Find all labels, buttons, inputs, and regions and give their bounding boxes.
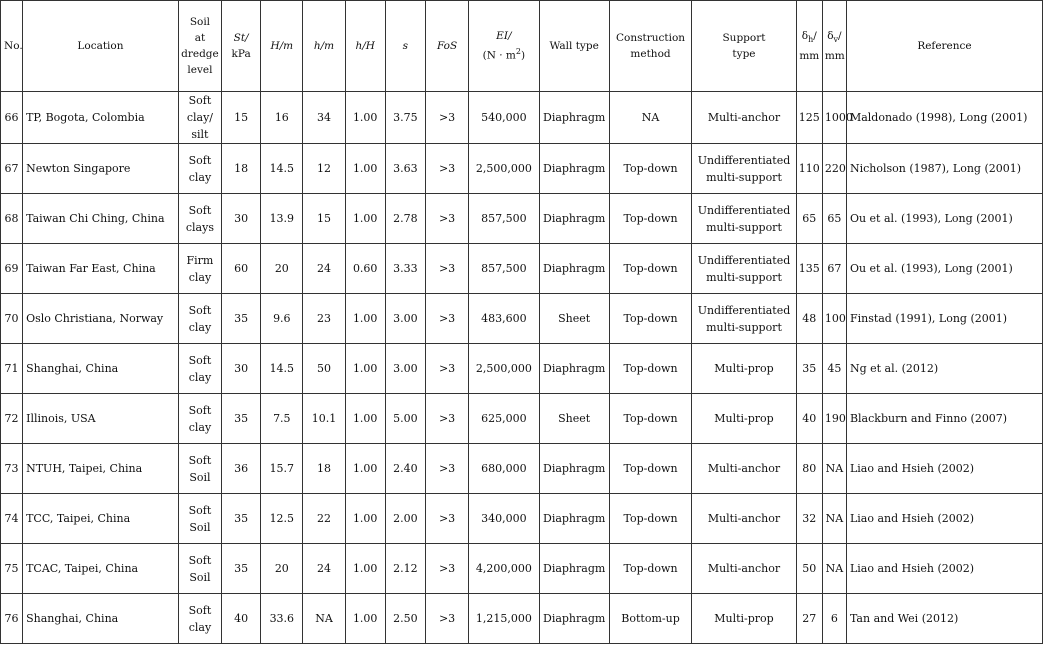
cell-location: Taiwan Far East, China: [23, 244, 179, 294]
cell-reference: Liao and Hsieh (2002): [846, 494, 1042, 544]
cell-no: 69: [1, 244, 23, 294]
cell-st: 40: [222, 594, 261, 644]
cell-st: 35: [222, 494, 261, 544]
cell-soil: Firm clay: [178, 244, 221, 294]
cell-delta-h: 80: [796, 444, 822, 494]
cell-no: 71: [1, 344, 23, 394]
cell-fos: >3: [425, 594, 468, 644]
table-row: [1, 92, 1043, 144]
cell-construction-method: Bottom-up: [609, 594, 691, 644]
cell-soil: Soft clay: [178, 344, 221, 394]
cell-soil: Soft clay: [178, 394, 221, 444]
cell-soil: Soft Soil: [178, 544, 221, 594]
cell-st: 60: [222, 244, 261, 294]
cell-construction-method: Top-down: [609, 344, 691, 394]
cell-h: 18: [303, 444, 345, 494]
cell-location: Shanghai, China: [23, 594, 179, 644]
cell-reference: Ng et al. (2012): [846, 344, 1042, 394]
header-reference: Reference: [846, 1, 1042, 92]
cell-hH: 1.00: [345, 394, 385, 444]
cell-st: 35: [222, 544, 261, 594]
cell-fos: >3: [425, 294, 468, 344]
cell-s: 2.50: [385, 594, 425, 644]
cell-delta-h: 27: [796, 594, 822, 644]
cell-delta-h: 35: [796, 344, 822, 394]
cell-H: 20: [261, 544, 303, 594]
cell-ei: 4,200,000: [469, 544, 539, 594]
cell-H: 12.5: [261, 494, 303, 544]
cell-delta-v: 220: [822, 144, 846, 194]
table-header-row: [1, 1, 1043, 92]
cell-s: 3.00: [385, 294, 425, 344]
cell-wall-type: Diaphragm: [539, 344, 609, 394]
cell-support-type: Undifferentiated multi-support: [692, 194, 797, 244]
cell-ei: 540,000: [469, 92, 539, 144]
cell-reference: Finstad (1991), Long (2001): [846, 294, 1042, 344]
cell-wall-type: Diaphragm: [539, 144, 609, 194]
cell-delta-h: 135: [796, 244, 822, 294]
cell-reference: Nicholson (1987), Long (2001): [846, 144, 1042, 194]
cell-hH: 0.60: [345, 244, 385, 294]
cell-hH: 1.00: [345, 544, 385, 594]
cell-hH: 1.00: [345, 594, 385, 644]
cell-h: 24: [303, 244, 345, 294]
cell-soil: Soft Soil: [178, 494, 221, 544]
cell-fos: >3: [425, 244, 468, 294]
header-location: Location: [23, 1, 179, 92]
cell-s: 2.12: [385, 544, 425, 594]
cell-location: Oslo Christiana, Norway: [23, 294, 179, 344]
cell-delta-v: 67: [822, 244, 846, 294]
table-row: [1, 344, 1043, 394]
cell-construction-method: NA: [609, 92, 691, 144]
cell-construction-method: Top-down: [609, 244, 691, 294]
cell-s: 3.75: [385, 92, 425, 144]
cell-st: 30: [222, 344, 261, 394]
header-no: No.: [1, 1, 23, 92]
cell-hH: 1.00: [345, 92, 385, 144]
cell-H: 15.7: [261, 444, 303, 494]
cell-fos: >3: [425, 144, 468, 194]
cell-no: 75: [1, 544, 23, 594]
cell-H: 20: [261, 244, 303, 294]
cell-support-type: Multi-anchor: [692, 544, 797, 594]
cell-hH: 1.00: [345, 444, 385, 494]
table-row: [1, 594, 1043, 644]
cell-support-type: Multi-anchor: [692, 92, 797, 144]
cell-wall-type: Diaphragm: [539, 594, 609, 644]
cell-H: 14.5: [261, 344, 303, 394]
cell-ei: 857,500: [469, 244, 539, 294]
cell-reference: Tan and Wei (2012): [846, 594, 1042, 644]
cell-st: 36: [222, 444, 261, 494]
cell-st: 30: [222, 194, 261, 244]
table-row: [1, 444, 1043, 494]
cell-delta-v: NA: [822, 444, 846, 494]
cell-support-type: Multi-anchor: [692, 444, 797, 494]
header-ei: EI/ $(N \cdot m^2)$: [469, 1, 539, 92]
header-delta-h: $\delta_h/$ mm: [796, 1, 822, 92]
cell-delta-h: 50: [796, 544, 822, 594]
cell-construction-method: Top-down: [609, 294, 691, 344]
cell-soil: Soft clay: [178, 294, 221, 344]
cell-H: 16: [261, 92, 303, 144]
header-construction-method: Construction method: [609, 1, 691, 92]
cell-s: 3.33: [385, 244, 425, 294]
header-h: h/m: [303, 1, 345, 92]
cell-location: TCAC, Taipei, China: [23, 544, 179, 594]
cell-wall-type: Diaphragm: [539, 244, 609, 294]
cell-no: 66: [1, 92, 23, 144]
cell-ei: 2,500,000: [469, 144, 539, 194]
cell-wall-type: Sheet: [539, 394, 609, 444]
cell-delta-v: 6: [822, 594, 846, 644]
cell-soil: Soft clay: [178, 594, 221, 644]
cell-reference: Liao and Hsieh (2002): [846, 544, 1042, 594]
cell-wall-type: Diaphragm: [539, 444, 609, 494]
table-row: [1, 194, 1043, 244]
cell-no: 67: [1, 144, 23, 194]
header-hH: h/H: [345, 1, 385, 92]
cell-wall-type: Diaphragm: [539, 194, 609, 244]
cell-st: 15: [222, 92, 261, 144]
cell-s: 3.00: [385, 344, 425, 394]
cell-construction-method: Top-down: [609, 394, 691, 444]
cell-support-type: Undifferentiated multi-support: [692, 294, 797, 344]
table-row: [1, 144, 1043, 194]
cell-h: 34: [303, 92, 345, 144]
cell-reference: Ou et al. (1993), Long (2001): [846, 244, 1042, 294]
cell-h: 10.1: [303, 394, 345, 444]
cell-wall-type: Sheet: [539, 294, 609, 344]
cell-st: 35: [222, 294, 261, 344]
cell-location: TCC, Taipei, China: [23, 494, 179, 544]
cell-hH: 1.00: [345, 344, 385, 394]
cell-soil: Soft clays: [178, 194, 221, 244]
cell-H: 7.5: [261, 394, 303, 444]
cell-H: 33.6: [261, 594, 303, 644]
cell-support-type: Multi-prop: [692, 344, 797, 394]
cell-ei: 680,000: [469, 444, 539, 494]
cell-st: 18: [222, 144, 261, 194]
cell-location: TP, Bogota, Colombia: [23, 92, 179, 144]
cell-reference: Maldonado (1998), Long (2001): [846, 92, 1042, 144]
cell-hH: 1.00: [345, 194, 385, 244]
cell-construction-method: Top-down: [609, 494, 691, 544]
cell-delta-h: 125: [796, 92, 822, 144]
cell-H: 9.6: [261, 294, 303, 344]
cell-fos: >3: [425, 494, 468, 544]
cell-delta-v: 190: [822, 394, 846, 444]
cell-s: 3.63: [385, 144, 425, 194]
table-row: [1, 244, 1043, 294]
cell-fos: >3: [425, 344, 468, 394]
cell-wall-type: Diaphragm: [539, 544, 609, 594]
cell-location: Newton Singapore: [23, 144, 179, 194]
header-st: St/ kPa: [222, 1, 261, 92]
cell-fos: >3: [425, 194, 468, 244]
cell-H: 13.9: [261, 194, 303, 244]
cell-delta-h: 32: [796, 494, 822, 544]
cell-location: Taiwan Chi Ching, China: [23, 194, 179, 244]
cell-no: 68: [1, 194, 23, 244]
cell-hH: 1.00: [345, 494, 385, 544]
cell-soil: Soft clay/ silt: [178, 92, 221, 144]
cell-fos: >3: [425, 444, 468, 494]
cell-support-type: Multi-anchor: [692, 494, 797, 544]
cell-delta-v: 65: [822, 194, 846, 244]
cell-ei: 625,000: [469, 394, 539, 444]
cell-location: Shanghai, China: [23, 344, 179, 394]
cell-soil: Soft clay: [178, 144, 221, 194]
cell-s: 2.78: [385, 194, 425, 244]
cell-delta-v: NA: [822, 544, 846, 594]
cell-construction-method: Top-down: [609, 544, 691, 594]
cell-hH: 1.00: [345, 294, 385, 344]
table-row: [1, 494, 1043, 544]
cell-h: NA: [303, 594, 345, 644]
cell-delta-h: 110: [796, 144, 822, 194]
cell-delta-v: 100: [822, 294, 846, 344]
cell-st: 35: [222, 394, 261, 444]
cell-support-type: Multi-prop: [692, 594, 797, 644]
cell-construction-method: Top-down: [609, 444, 691, 494]
cell-h: 50: [303, 344, 345, 394]
cell-ei: 340,000: [469, 494, 539, 544]
cell-h: 22: [303, 494, 345, 544]
cell-reference: Blackburn and Finno (2007): [846, 394, 1042, 444]
cell-ei: 857,500: [469, 194, 539, 244]
cell-fos: >3: [425, 92, 468, 144]
cell-delta-v: NA: [822, 494, 846, 544]
header-wall-type: Wall type: [539, 1, 609, 92]
header-support-type: Support type: [692, 1, 797, 92]
cell-reference: Ou et al. (1993), Long (2001): [846, 194, 1042, 244]
cell-support-type: Multi-prop: [692, 394, 797, 444]
cell-h: 12: [303, 144, 345, 194]
cell-h: 24: [303, 544, 345, 594]
cell-no: 76: [1, 594, 23, 644]
header-H: H/m: [261, 1, 303, 92]
cell-support-type: Undifferentiated multi-support: [692, 144, 797, 194]
cell-support-type: Undifferentiated multi-support: [692, 244, 797, 294]
cell-H: 14.5: [261, 144, 303, 194]
cell-delta-h: 48: [796, 294, 822, 344]
cell-soil: Soft Soil: [178, 444, 221, 494]
header-fos: FoS: [425, 1, 468, 92]
cell-h: 23: [303, 294, 345, 344]
cell-wall-type: Diaphragm: [539, 92, 609, 144]
cell-no: 74: [1, 494, 23, 544]
header-s: s: [385, 1, 425, 92]
table-row: [1, 294, 1043, 344]
table-row: [1, 394, 1043, 444]
cell-ei: 2,500,000: [469, 344, 539, 394]
cell-ei: 483,600: [469, 294, 539, 344]
cell-s: 5.00: [385, 394, 425, 444]
cell-no: 70: [1, 294, 23, 344]
cell-s: 2.00: [385, 494, 425, 544]
cell-hH: 1.00: [345, 144, 385, 194]
cell-reference: Liao and Hsieh (2002): [846, 444, 1042, 494]
cell-wall-type: Diaphragm: [539, 494, 609, 544]
header-soil: Soil at dredge level: [178, 1, 221, 92]
table-row: [1, 544, 1043, 594]
cell-delta-h: 65: [796, 194, 822, 244]
cell-delta-v: 45: [822, 344, 846, 394]
header-delta-v: $\delta_v/$ mm: [822, 1, 846, 92]
cell-construction-method: Top-down: [609, 144, 691, 194]
cell-s: 2.40: [385, 444, 425, 494]
cell-delta-v: 1000: [822, 92, 846, 144]
cell-fos: >3: [425, 544, 468, 594]
cell-fos: >3: [425, 394, 468, 444]
cell-h: 15: [303, 194, 345, 244]
cell-location: Illinois, USA: [23, 394, 179, 444]
cell-no: 72: [1, 394, 23, 444]
cell-location: NTUH, Taipei, China: [23, 444, 179, 494]
cell-ei: 1,215,000: [469, 594, 539, 644]
cell-no: 73: [1, 444, 23, 494]
cell-construction-method: Top-down: [609, 194, 691, 244]
cell-delta-h: 40: [796, 394, 822, 444]
